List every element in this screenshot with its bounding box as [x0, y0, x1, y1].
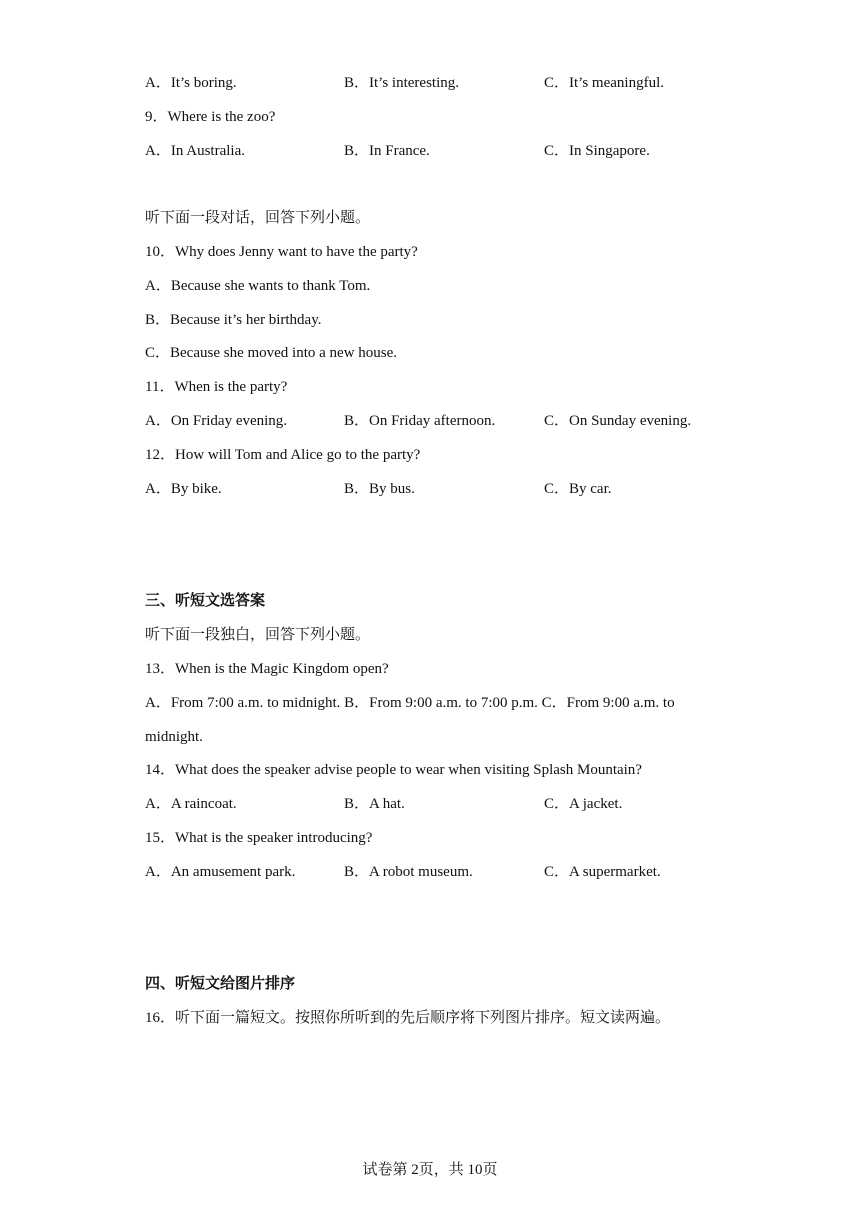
- q12-option-c: C．By car.: [544, 481, 612, 497]
- q10-option-a: A．Because she wants to thank Tom.: [145, 278, 371, 294]
- q10-option-b: B．Because it’s her birthday.: [145, 312, 322, 328]
- q10-question: 10．Why does Jenny want to have the party?: [145, 244, 418, 260]
- q12-option-b: B．By bus.: [344, 481, 415, 497]
- section-3-title: 三、听短文选答案: [145, 593, 266, 609]
- q9-option-b: B．In France.: [344, 143, 430, 159]
- q11-option-c: C．On Sunday evening.: [544, 413, 692, 429]
- q14-option-b: B．A hat.: [344, 796, 405, 812]
- dialogue-instruction: 听下面一段对话，回答下列小题。: [145, 210, 371, 226]
- q11-option-b: B．On Friday afternoon.: [344, 413, 496, 429]
- q12-option-a: A．By bike.: [145, 481, 222, 497]
- q15-option-b: B．A robot museum.: [344, 864, 473, 880]
- q14-question: 14．What does the speaker advise people to wear when visiting Splash Mountain?: [145, 762, 642, 778]
- q11-option-a: A．On Friday evening.: [145, 413, 288, 429]
- section-3-instruction: 听下面一段独白，回答下列小题。: [145, 627, 371, 643]
- q11-question: 11．When is the party?: [145, 379, 288, 395]
- q15-option-c: C．A supermarket.: [544, 864, 661, 880]
- q12-question: 12．How will Tom and Alice go to the party?: [145, 447, 421, 463]
- q13-options-line-2: midnight.: [145, 729, 203, 745]
- q15-question: 15．What is the speaker introducing?: [145, 830, 373, 846]
- q9-question: 9．Where is the zoo?: [145, 109, 276, 125]
- q9-option-c: C．In Singapore.: [544, 143, 650, 159]
- q14-option-c: C．A jacket.: [544, 796, 623, 812]
- q13-options-line-1: A．From 7:00 a.m. to midnight. B．From 9:00 a.m. to 7:00 p.m. C．From 9:00 a.m. to: [145, 695, 675, 711]
- page-footer: 试卷第 2页，共 10页: [362, 1162, 498, 1178]
- q14-option-a: A．A raincoat.: [145, 796, 237, 812]
- q10-option-c: C．Because she moved into a new house.: [145, 345, 398, 361]
- q8-option-c: C．It’s meaningful.: [544, 75, 664, 91]
- q13-question: 13．When is the Magic Kingdom open?: [145, 661, 389, 677]
- q16-question: 16．听下面一篇短文。按照你所听到的先后顺序将下列图片排序。短文读两遍。: [145, 1010, 671, 1026]
- q8-option-b: B．It’s interesting.: [344, 75, 459, 91]
- q9-option-a: A．In Australia.: [145, 143, 245, 159]
- q15-option-a: A．An amusement park.: [145, 864, 296, 880]
- section-4-title: 四、听短文给图片排序: [145, 976, 296, 992]
- q8-option-a: A．It’s boring.: [145, 75, 237, 91]
